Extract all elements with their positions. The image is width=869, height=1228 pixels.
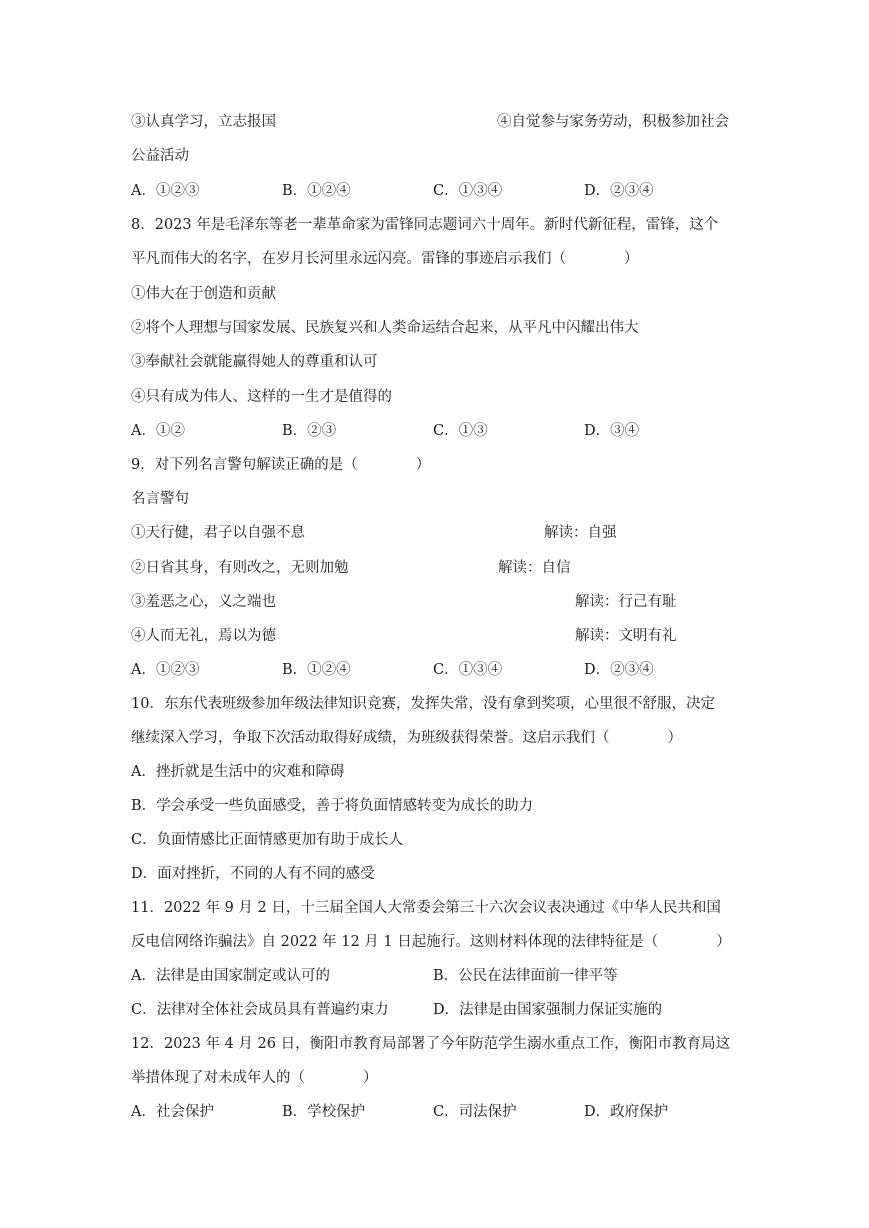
statement-4-continued: 公益活动 (131, 148, 189, 164)
statement-4: ④自觉参与家务劳动，积极参加社会 (497, 114, 729, 130)
question-9-option-c: C．①③④ (433, 662, 503, 678)
question-9-reading-4: 解读：文明有礼 (575, 628, 677, 644)
question-8-item-2: ②将个人理想与国家发展、民族复兴和人类命运结合起来，从平凡中闪耀出伟大 (131, 320, 639, 336)
question-10-option-a: A．挫折就是生活中的灾难和障碍 (131, 764, 345, 780)
question-8-item-4: ④只有成为伟人、这样的一生才是值得的 (131, 389, 392, 405)
question-9-option-d: D．②③④ (584, 662, 654, 678)
option-d: D．②③④ (584, 183, 654, 199)
question-12-option-c: C．司法保护 (433, 1104, 517, 1120)
option-c: C．①③④ (433, 183, 503, 199)
question-9-option-a: A．①②③ (131, 662, 200, 678)
question-11-option-b: B．公民在法律面前一律平等 (433, 968, 618, 984)
question-10-option-d: D．面对挫折，不同的人有不同的感受 (131, 866, 375, 882)
question-9-quote-1: ①天行健，君子以自强不息 (131, 525, 305, 541)
question-11-option-d: D．法律是由国家强制力保证实施的 (433, 1002, 663, 1018)
question-9-reading-3: 解读：行己有耻 (575, 594, 677, 610)
question-12-option-a: A．社会保护 (131, 1104, 214, 1120)
question-9-quote-3: ③羞恶之心，义之端也 (131, 594, 276, 610)
question-8-option-c: C．①③ (433, 423, 488, 439)
question-8-option-d: D．③④ (584, 423, 640, 439)
question-8-stem-line-2: 平凡而伟大的名字，在岁月长河里永远闪亮。雷锋的事迹启示我们（ ） (131, 251, 639, 267)
question-11-option-c: C．法律对全体社会成员具有普遍约束力 (131, 1002, 389, 1018)
question-8-item-1: ①伟大在于创造和贡献 (131, 286, 276, 302)
question-9-table-header: 名言警句 (131, 491, 189, 507)
question-8-stem-line-1: 8．2023 年是毛泽东等老一辈革命家为雷锋同志题词六十周年。新时代新征程，雷锋，这个 (131, 217, 719, 233)
question-12-stem-line-1: 12．2023 年 4 月 26 日，衡阳市教育局部署了今年防范学生溺水重点工作，衡阳市教育局这 (131, 1036, 731, 1052)
question-9-quote-2: ②日省其身，有则改之，无则加勉 (131, 560, 349, 576)
question-11-option-a: A．法律是由国家制定或认可的 (131, 968, 330, 984)
question-8-option-a: A．①② (131, 423, 185, 439)
question-10-stem-line-2: 继续深入学习，争取下次活动取得好成绩，为班级获得荣誉。这启示我们（ ） (131, 730, 682, 746)
option-b: B．①②④ (282, 183, 351, 199)
question-9-option-b: B．①②④ (282, 662, 351, 678)
question-9-stem: 9．对下列名言警句解读正确的是（ ） (131, 457, 431, 473)
question-11-stem-line-2: 反电信网络诈骗法》自 2022 年 12 月 1 日起施行。这则材料体现的法律特征是（ ） (131, 934, 731, 950)
statement-3: ③认真学习，立志报国 (131, 114, 276, 130)
question-12-option-b: B．学校保护 (282, 1104, 366, 1120)
question-8-item-3: ③奉献社会就能赢得她人的尊重和认可 (131, 354, 378, 370)
option-a: A．①②③ (131, 183, 200, 199)
question-10-stem-line-1: 10．东东代表班级参加年级法律知识竞赛，发挥失常，没有拿到奖项，心里很不舒服，决定 (131, 696, 715, 712)
question-12-option-d: D．政府保护 (584, 1104, 669, 1120)
question-9-quote-4: ④人而无礼，焉以为德 (131, 628, 276, 644)
question-10-option-c: C．负面情感比正面情感更加有助于成长人 (131, 832, 404, 848)
question-9-reading-1: 解读：自强 (544, 525, 617, 541)
question-12-stem-line-2: 举措体现了对未成年人的（ ） (131, 1070, 378, 1086)
question-9-reading-2: 解读：自信 (498, 560, 571, 576)
question-11-stem-line-1: 11．2022 年 9 月 2 日，十三届全国人大常委会第三十六次会议表决通过《中华人民共和国 (131, 900, 721, 916)
question-8-option-b: B．②③ (282, 423, 337, 439)
question-10-option-b: B．学会承受一些负面感受，善于将负面情感转变为成长的助力 (131, 798, 534, 814)
